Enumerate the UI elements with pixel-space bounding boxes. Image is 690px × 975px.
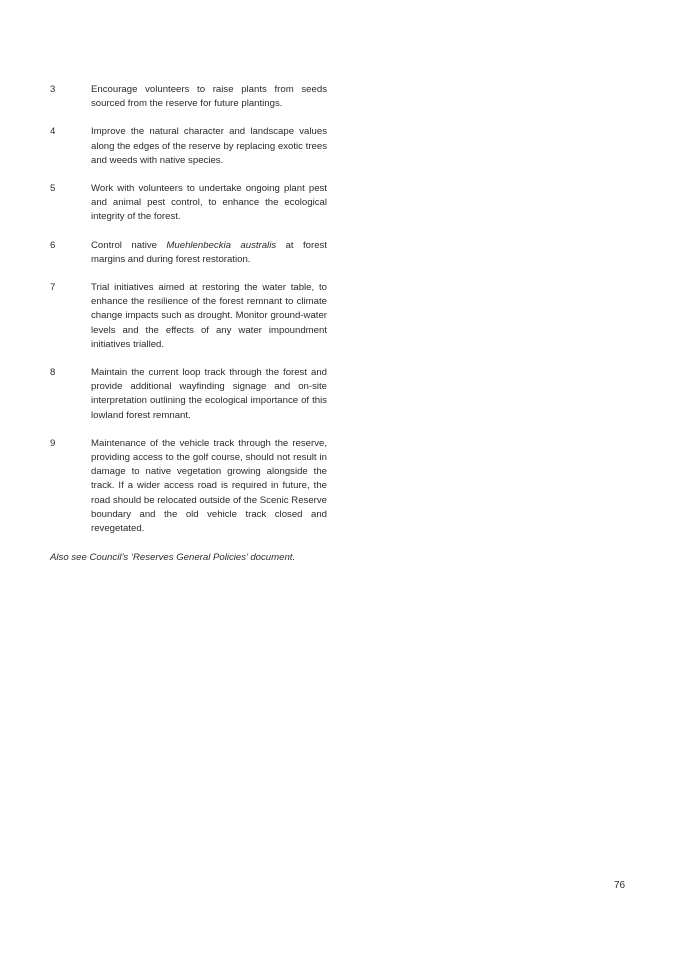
item-text-after: at forest margins and during forest restoration.	[91, 239, 328, 265]
item-text: Improve the natural character and landscape values along the edges of the reserve by replacing exotic trees and weeds with native species.	[91, 126, 327, 166]
item-number: 6	[50, 239, 56, 251]
list-item	[50, 83, 340, 111]
policy-list	[50, 83, 340, 550]
item-text: Maintenance of the vehicle track through the reserve, providing access to the golf course, should not result in damage to native vegetation growing alongside the track. If a wider access road is required in future, the road should be relocated outside of the Scenic Reserve boundary and the old vehicle track closed and revegetated.	[91, 437, 327, 535]
reference-note: Also see Council’s ‘Reserves General Policies’ document.	[50, 552, 296, 563]
item-number: 5	[50, 183, 56, 195]
list-item	[50, 366, 340, 423]
item-number: 3	[50, 84, 56, 95]
item-number: 9	[50, 437, 56, 449]
item-text: Maintain the current loop track through the forest and provide additional wayfinding signage and on-site interpretation outlining the ecological importance of this lowland forest remnant.	[91, 367, 327, 421]
item-number: 4	[50, 126, 56, 138]
item-text: Work with volunteers to undertake ongoing plant pest and animal pest control, to enhance the ecological integrity of the forest.	[91, 183, 327, 223]
item-number: 7	[50, 282, 56, 294]
item-text: Trial initiatives aimed at restoring the water table, to enhance the resilience of the forest remnant to climate change impacts such as drought. Monitor ground-water levels and the effects of any water impoundment initiatives trialled.	[91, 282, 327, 350]
list-item	[50, 182, 340, 225]
item-text-before: Control native	[91, 239, 167, 251]
list-item	[50, 239, 340, 267]
list-item	[50, 437, 340, 536]
item-text: Encourage volunteers to raise plants from seeds sourced from the reserve for future plantings.	[91, 84, 327, 110]
species-name: Muehlenbeckia australis	[166, 239, 277, 251]
item-text	[91, 239, 327, 267]
list-item	[50, 125, 340, 168]
item-number: 8	[50, 367, 56, 379]
page-number: 76	[614, 880, 626, 891]
list-item	[50, 281, 340, 352]
